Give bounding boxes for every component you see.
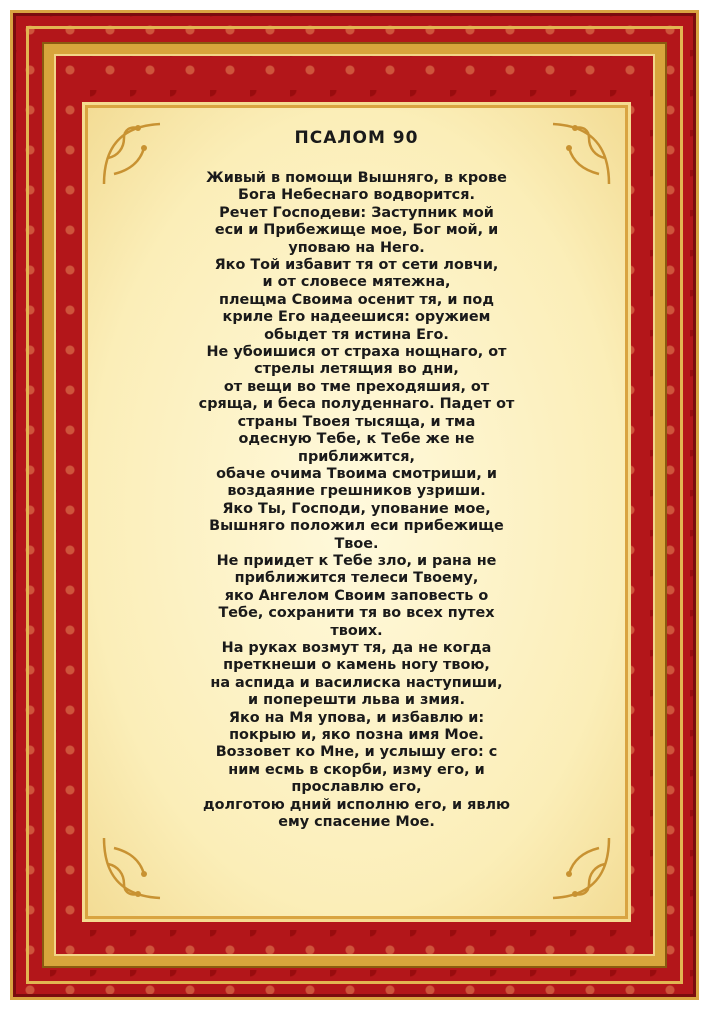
- psalm-text: [138, 170, 575, 831]
- psalm-line: страны Твоея тысяща, и тма: [237, 413, 476, 430]
- psalm-line: сряща, и беса полуденнаго. Падет от: [198, 396, 515, 413]
- psalm-line: преткнеши о камень ногу твою,: [223, 657, 490, 674]
- psalm-line: приближится телеси Твоему,: [234, 570, 479, 587]
- psalm-line: Яко на Мя упова, и избавлю и:: [228, 709, 485, 726]
- psalm-line: еси и Прибежище мое, Бог мой, и: [214, 222, 499, 239]
- corner-flourish-icon: [543, 834, 613, 904]
- psalm-line: воздаяние грешников узриши.: [227, 483, 486, 500]
- psalm-line: ним есмь в скорби, изму его, и: [228, 761, 485, 778]
- psalm-line: покрыю и, яко позна имя Мое.: [229, 727, 484, 743]
- psalm-line: Яко Ты, Господи, упование мое,: [222, 500, 491, 517]
- psalm-line: и от словесе мятежна,: [262, 274, 451, 291]
- psalm-line: Тебе, сохранити тя во всех путех: [218, 605, 495, 622]
- psalm-line: обаче очима Твоима смотриши, и: [216, 465, 497, 482]
- psalm-line: обыдет тя истина Его.: [264, 326, 449, 343]
- psalm-line: криле Его надеешися: оружием: [222, 309, 491, 326]
- psalm-line: Твое.: [334, 535, 379, 552]
- psalm-line: Живый в помощи Вышняго, в крове: [206, 170, 507, 186]
- psalm-line: Вышняго положил еси прибежище: [209, 518, 504, 535]
- corner-flourish-icon: [100, 834, 170, 904]
- psalm-line: приближится,: [298, 448, 415, 465]
- psalm-line: и поперешти льва и змия.: [248, 692, 465, 709]
- psalm-line: яко Ангелом Своим заповесть о: [224, 587, 489, 604]
- psalm-line: от вещи во тме преходяшия, от: [223, 378, 490, 395]
- psalm-line: Не убоишися от страха нощнаго, от: [206, 344, 507, 361]
- psalm-title: ПСАЛОМ 90: [294, 128, 419, 148]
- psalm-line: на аспида и василиска наступиши,: [210, 674, 503, 691]
- psalm-line: На руках возмут тя, да не когда: [221, 639, 492, 656]
- psalm-line: прославлю его,: [291, 779, 422, 796]
- psalm-line: ему спасение Мое.: [278, 814, 435, 831]
- psalm-line: плещма Своима осенит тя, и под: [219, 291, 494, 308]
- psalm-line: Бога Небеснаго водворится.: [238, 187, 475, 204]
- psalm-line: стрелы летящия во дни,: [254, 361, 459, 378]
- psalm-line: Не приидет к Тебе зло, и рана не: [216, 552, 497, 569]
- psalm-line: уповаю на Него.: [288, 239, 425, 256]
- psalm-line: Воззовет ко Мне, и услышу его: с: [215, 744, 498, 761]
- psalm-line: одесную Тебе, к Тебе же не: [238, 431, 475, 448]
- psalm-line: долготою дний исполню его, и явлю: [203, 796, 510, 813]
- psalm-line: твоих.: [330, 622, 383, 639]
- psalm-line: Речет Господеви: Заступник мой: [219, 204, 494, 221]
- psalm-line: Яко Той избавит тя от сети ловчи,: [214, 257, 499, 274]
